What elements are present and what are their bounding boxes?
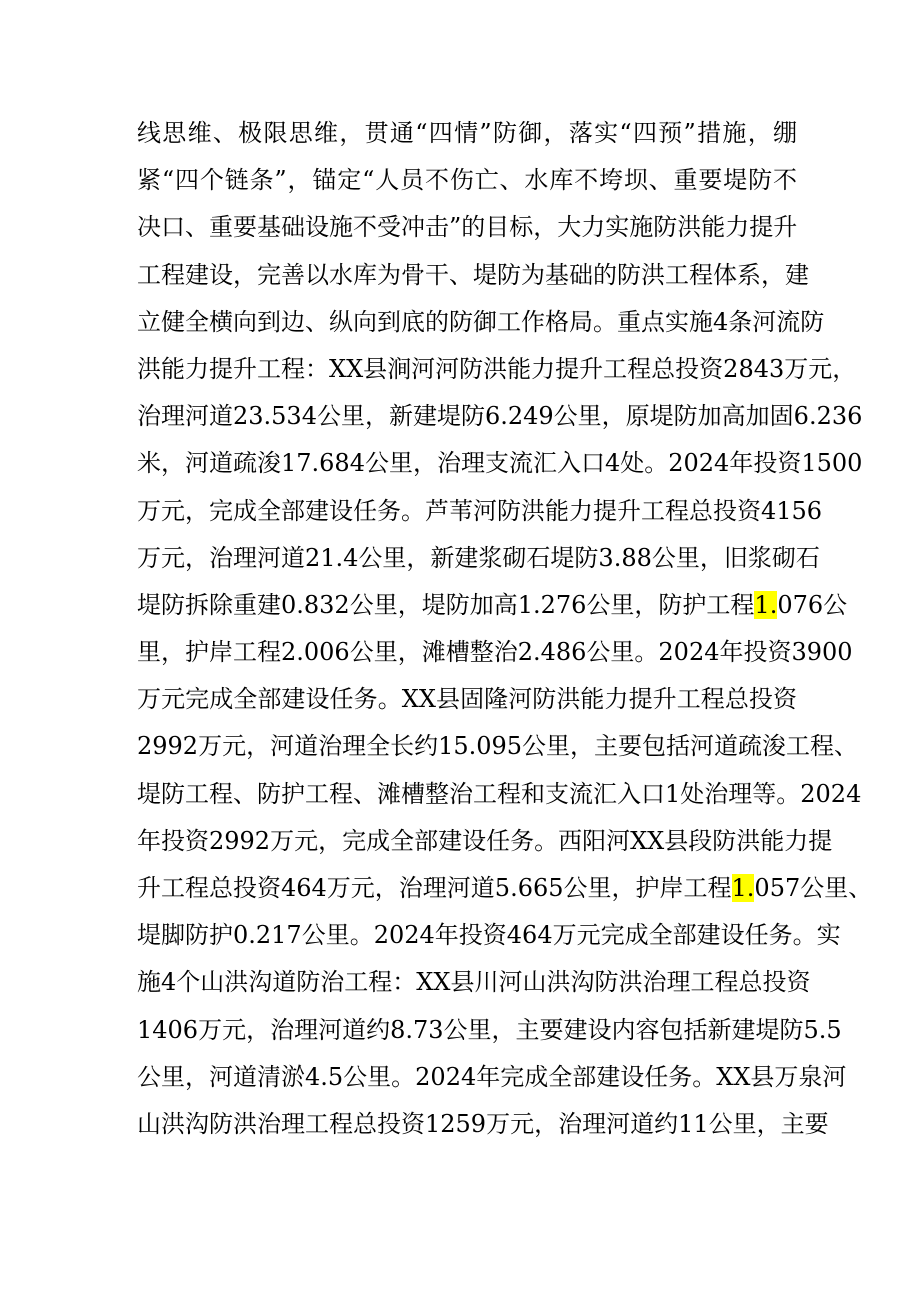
text-run: 堤脚防护0.217公里。2024年投资464万元完成全部建设任务。实 [137, 921, 841, 950]
body-text [137, 110, 873, 1148]
text-line [137, 865, 873, 912]
text-run: 治理河道23.534公里，新建堤防6.249公里，原堤防加高加固6.236 [137, 402, 863, 431]
text-run: 2992万元，河道治理全长约15.095公里，主要包括河道疏浚工程、 [137, 732, 859, 761]
text-run: 里，护岸工程2.006公里，滩槽整治2.486公里。2024年投资3900 [137, 638, 853, 667]
text-line [137, 959, 811, 1006]
text-run: 公里，河道清淤4.5公里。2024年完成全部建设任务。XX县万泉河 [137, 1062, 847, 1091]
highlighted-text: 1. [754, 590, 778, 619]
text-run: 紧“四个链条”，锚定“人员不伤亡、水库不垮坝、重要堤防不 [137, 166, 797, 195]
highlighted-text: 1. [731, 874, 755, 902]
text-line [137, 157, 797, 204]
text-line [137, 1101, 829, 1148]
text-line [137, 535, 820, 582]
text-run: 1406万元，治理河道约8.73公里，主要建设内容包括新建堤防5.5 [137, 1015, 842, 1044]
text-line [137, 1007, 842, 1054]
text-run: 立健全横向到边、纵向到底的防御工作格局。重点实施4条河流防 [137, 307, 825, 336]
text-run: 堤防拆除重建0.832公里，堤防加高1.276公里，防护工程 [137, 590, 755, 619]
text-line [137, 488, 823, 535]
text-run: 堤防工程、防护工程、滩槽整治工程和支流汇入口1处治理等。2024 [137, 779, 862, 808]
text-line [137, 440, 863, 487]
text-run: 万元，完成全部建设任务。芦苇河防洪能力提升工程总投资4156 [137, 496, 823, 525]
text-line [137, 1054, 847, 1101]
text-line [137, 912, 841, 959]
text-run: 线思维、极限思维，贯通“四情”防御，落实“四预”措施，绷 [137, 119, 797, 147]
text-run: 057公里、 [754, 874, 873, 902]
text-run: 万元完成全部建设任务。XX县固隆河防洪能力提升工程总投资 [137, 685, 797, 714]
text-run: 升工程总投资464万元，治理河道5.665公里，护岸工程 [137, 874, 732, 902]
text-run: 年投资2992万元，完成全部建设任务。西阳河XX县段防洪能力提 [137, 826, 833, 855]
text-run: 米，河道疏浚17.684公里，治理支流汇入口4处。2024年投资1500 [137, 449, 863, 478]
text-line [137, 346, 857, 393]
text-line [137, 818, 833, 865]
text-line [137, 110, 797, 157]
text-line [137, 393, 863, 440]
text-run: 山洪沟防洪治理工程总投资1259万元，治理河道约11公里，主要 [137, 1109, 829, 1138]
text-line [137, 299, 825, 346]
text-run: 工程建设，完善以水库为骨干、堤防为基础的防洪工程体系，建 [137, 260, 809, 289]
text-run: 决口、重要基础设施不受冲击”的目标，大力实施防洪能力提升 [137, 213, 798, 242]
text-run: 万元，治理河道21.4公里，新建浆砌石堤防3.88公里，旧浆砌石 [137, 543, 820, 572]
text-run: 076公 [777, 590, 848, 619]
text-line [137, 771, 862, 818]
text-line [137, 204, 797, 251]
text-line [137, 252, 809, 299]
text-line [137, 676, 797, 723]
text-line [137, 629, 853, 676]
text-run: 施4个山洪沟道防治工程：XX县川河山洪沟防洪治理工程总投资 [137, 968, 811, 997]
text-run: 洪能力提升工程：XX县涧河河防洪能力提升工程总投资2843万元， [137, 354, 857, 383]
text-line [137, 582, 848, 629]
text-line [137, 723, 859, 770]
